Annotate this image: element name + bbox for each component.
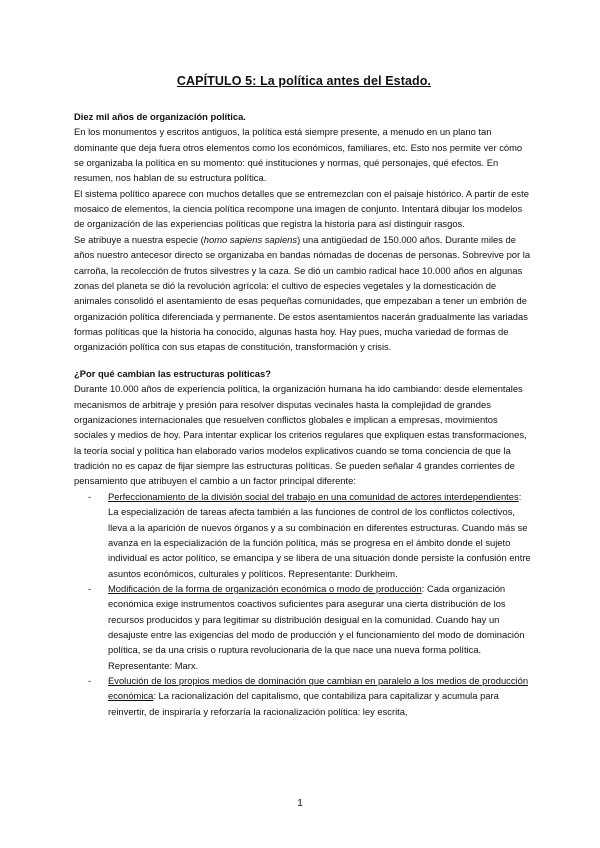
text-run: ) una antigüedad de 150.000 años. Durante miles de años nuestro antecesor directo se organizaba en bandas nómadas de docenas de personas. Sobrevive por la carroña, la recolección de frutos silvestres y la caza. Se dió un cambio radical hace 10.000 años en algunas zonas del planeta se dió la revolución agrícola: el cultivo de especies vegetales y la domesticación de animales consolidó el asentamiento de esas pequeñas comunidades, que empezaban a tener un embrión de organización política diferenciada y permanente. De estos asentamientos nacerán gradualmente las variadas formas políticas que la historia ha conocido, algunas hasta hoy. Hay pues, mucha variedad de formas de organización política con sus etapas de constitución, transformación y crisis. (74, 233, 531, 353)
item-title: Evolución de los propios medios de dominación que cambian en paralelo a los medios de producción económica (108, 674, 529, 702)
section-cambio-estructuras (74, 366, 534, 719)
section-heading: Diez mil años de organización política. (74, 111, 246, 122)
text-run: Se atribuye a nuestra especie ( (74, 233, 204, 245)
dash-list (74, 489, 534, 719)
item-text: : La racionalización del capitalismo, que contabiliza para capitalizar y acumula para reinvertir, de inspiraría y reforzaría la racionalización política: ley escrita, (108, 690, 499, 717)
list-dash: - (88, 674, 92, 686)
list-item (74, 581, 534, 673)
page-number: 1 (297, 798, 303, 809)
item-text: : La especialización de tareas afecta también a las funciones de control de los conflictos colectivos, lleva a la aparición de nuevos órganos y a su combinación en diferentes estructuras. Cuando más se avanza en la especialización de la función política, más se progresa en el ámbito donde el sujeto individual es actor político, se emancipa y se libera de una situación donde persiste la confusión entre asuntos económicos, culturales y políticos. Representante: Durkheim. (108, 490, 531, 579)
paragraph: En los monumentos y escritos antiguos, la política está siempre presente, a menudo en un plano tan dominante que deja fuera otros elementos como los económicos, familiares, etc. Esto nos permite ver cómo se organizaba la política en su momento: qué instituciones y normas, qué personajes, qué efectos. En resumen, nos hablan de su estructura política. (74, 126, 523, 184)
section-organizacion-politica (74, 109, 534, 355)
paragraph (74, 232, 534, 355)
section-heading: ¿Por qué cambian las estructuras políticas? (74, 368, 271, 379)
item-text: : Cada organización económica exige instrumentos coactivos suficientes para asegurar una cierta distribución de los recursos producidos y para legitimar su distribución desigual en la comunidad. Cuando hay un desajuste entre las exigencias del modo de producción y el funcionamiento del modo de dominación política, se da una crisis o ruptura revolucionaria de la que nace una nueva forma política. Representante: Marx. (108, 582, 525, 671)
list-dash: - (88, 582, 92, 594)
list-item (74, 673, 534, 719)
item-title: Perfeccionamiento de la división social del trabajo en una comunidad de actores interdependientes (108, 490, 519, 502)
list-dash: - (88, 490, 92, 502)
italic-term: homo sapiens sapiens (203, 233, 298, 245)
paragraph: Durante 10.000 años de experiencia política, la organización humana ha ido cambiando: desde elementales mecanismos de arbitraje y presión para resolver disputas vecinales hasta la complejidad de grandes organizaciones internacionales que resuelven conflictos globales e implican a empresas, movimientos sociales y medios de hoy. Para intentar explicar los criterios regulares que expliquen estas transformaciones, la teoría social y política han elaborado varios modelos explicativos cuando se toma conciencia de que la tradición no es capaz de fijar siempre las estructuras políticas. Se pueden señalar 4 grandes corrientes de pensamiento que atribuyen el cambio a un factor principal diferente: (74, 383, 527, 487)
chapter-title: CAPÍTULO 5: La política antes del Estado. (176, 74, 432, 88)
list-item (74, 489, 534, 581)
paragraph: El sistema político aparece con muchos detalles que se entremezclan con el paisaje histórico. A partir de este mosaico de elementos, la ciencia política recompone una imagen de conjunto. Intentará dibujar los modelos de organización de las experiencias políticas que registra la historia para así distinguir rasgos. (74, 187, 529, 230)
item-title: Modificación de la forma de organización económica o modo de producción (108, 582, 422, 594)
